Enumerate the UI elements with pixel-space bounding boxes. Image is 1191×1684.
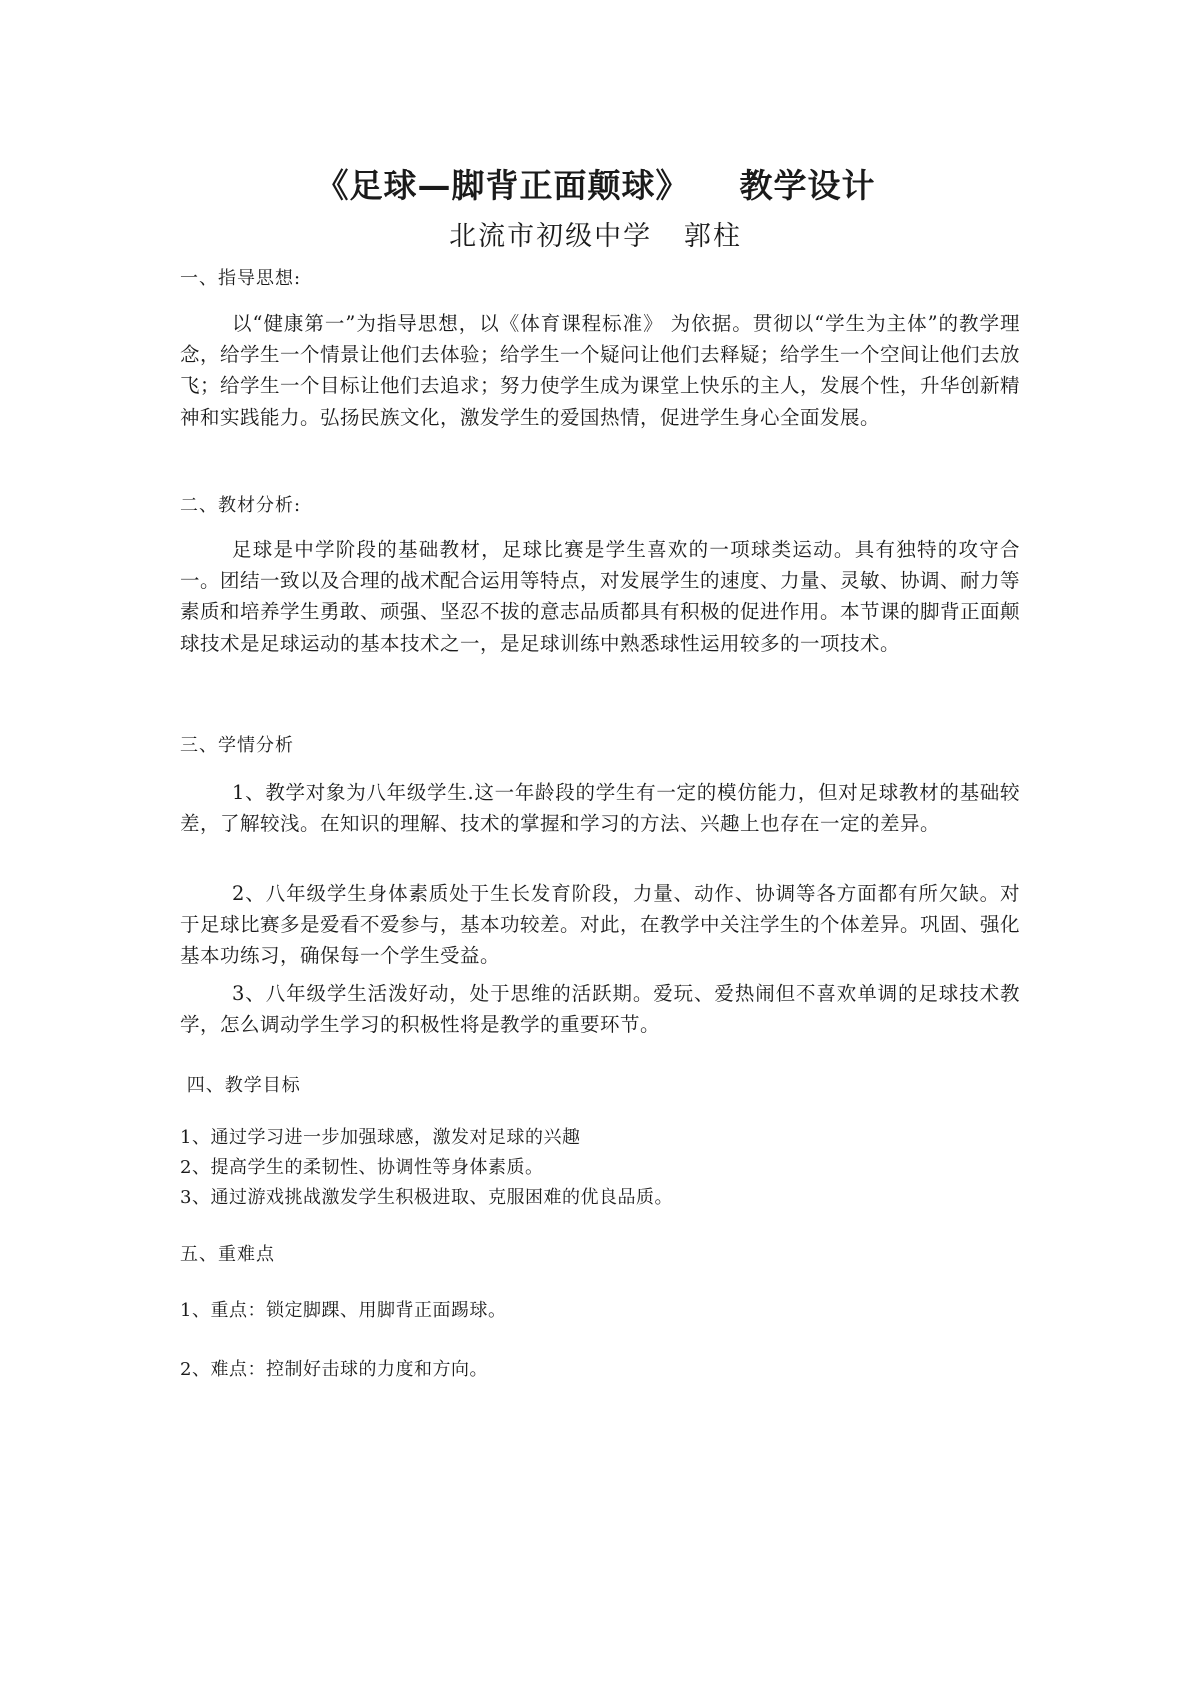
goal-item-3: 3、通过游戏挑战激发学生积极进取、克服困难的优良品质。 [180, 1187, 673, 1208]
paragraph-guiding-thought: 以“健康第一”为指导思想，以《体育课程标准》 为依据。贯彻以“学生为主体”的教学理念，给学生一个情景让他们去体验；给学生一个疑问让他们去释疑；给学生一个空间让他们去放飞；给学生一个目标让他们去追求；努力使学生成为课堂上快乐的主人，发展个性，升华创新精神和实践能力。弘扬民族文化，激发学生的爱国热情，促进学生身心全面发展。 [180, 312, 1021, 429]
goal-item-2: 2、提高学生的柔韧性、协调性等身体素质。 [180, 1157, 544, 1178]
difficulty-item: 2、难点：控制好击球的力度和方向。 [180, 1359, 488, 1380]
section-heading-guiding-thought: 一、指导思想: [180, 268, 302, 289]
paragraph-student-analysis-2: 2、八年级学生身体素质处于生长发育阶段，力量、动作、协调等各方面都有所欠缺。对于足球比赛多是爱看不爱参与，基本功较差。对此，在教学中关注学生的个体差异。巩固、强化基本功练习，确保每一个学生受益。 [180, 882, 1021, 968]
section-heading-student-analysis: 三、学情分析 [180, 735, 294, 756]
document-title: 《足球—脚背正面颠球》 教学设计 [315, 166, 876, 205]
document-subtitle: 北流市初级中学 郭柱 [449, 221, 742, 252]
paragraph-student-analysis-1: 1、教学对象为八年级学生.这一年龄段的学生有一定的模仿能力，但对足球教材的基础较差，了解较浅。在知识的理解、技术的掌握和学习的方法、兴趣上也存在一定的差异。 [180, 781, 1020, 836]
section-heading-key-points: 五、重难点 [180, 1244, 275, 1265]
paragraph-student-analysis-3: 3、八年级学生活泼好动，处于思维的活跃期。爱玩、爱热闹但不喜欢单调的足球技术教学，怎么调动学生学习的积极性将是教学的重要环节。 [180, 982, 1020, 1037]
section-heading-material-analysis: 二、教材分析: [180, 495, 302, 516]
paragraph-material-analysis: 足球是中学阶段的基础教材，足球比赛是学生喜欢的一项球类运动。具有独特的攻守合一。团结一致以及合理的战术配合运用等特点，对发展学生的速度、力量、灵敏、协调、耐力等素质和培养学生勇敢、顽强、坚忍不拔的意志品质都具有积极的促进作用。本节课的脚背正面颠球技术是足球运动的基本技术之一，是足球训练中熟悉球性运用较多的一项技术。 [180, 538, 1021, 655]
goal-item-1: 1、通过学习进一步加强球感，激发对足球的兴趣 [180, 1127, 581, 1148]
section-heading-teaching-goals: 四、教学目标 [180, 1075, 301, 1096]
key-point-item: 1、重点：锁定脚踝、用脚背正面踢球。 [180, 1300, 507, 1321]
